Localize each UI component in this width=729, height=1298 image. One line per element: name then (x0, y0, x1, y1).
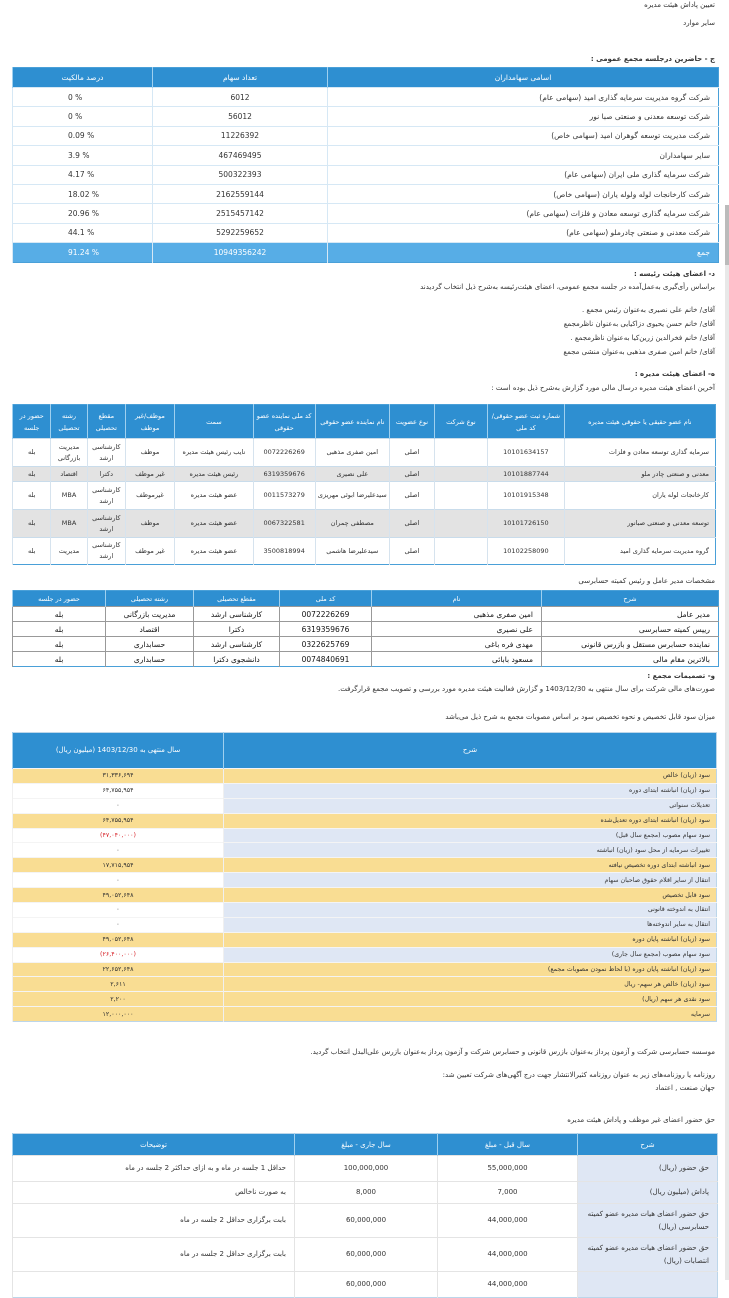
table-row (13, 622, 719, 637)
shares-count: 2515457142 (153, 204, 328, 223)
fee-current: 8,000 (295, 1182, 438, 1204)
profit-description: انتقال از سایر اقلام حقوق صاحبان سهام (224, 873, 717, 888)
fee-prev: 44,000,000 (438, 1204, 578, 1238)
fee-description (578, 1272, 718, 1298)
board-cell-field: مدیریت بازرگانی (51, 439, 87, 467)
profit-allocation-table (12, 732, 717, 1022)
section-d-title: د- اعضای هیئت رئیسه : (633, 270, 715, 278)
board-cell-repid: 3500818994 (253, 538, 315, 565)
table-row (13, 858, 717, 873)
table-row (13, 223, 719, 242)
board-cell-role: نایب رئیس هیئت مدیره (174, 439, 253, 467)
shares-count: 500322393 (153, 165, 328, 184)
board-cell-ctype (434, 439, 487, 467)
profit-value: ۱۲,۰۰۰,۰۰۰ (13, 1007, 224, 1022)
board-cell-attend: بله (13, 439, 51, 467)
board-cell-member: معدنی و صنعتی چادر ملو (564, 467, 715, 482)
table-row (13, 783, 717, 798)
attendance-fee-table (12, 1133, 718, 1298)
mgr-cell-field: حسابداری (106, 637, 194, 652)
board-col-header: سمت (174, 405, 253, 439)
table-row (13, 165, 719, 184)
board-cell-ctype (434, 538, 487, 565)
managers-table (12, 590, 719, 667)
mgr-cell-degree: دانشجوی دکترا (194, 652, 280, 667)
table-row (13, 813, 717, 828)
fee-current: 60,000,000 (295, 1272, 438, 1298)
table-row (13, 962, 717, 977)
board-cell-member: سرمایه گذاری توسعه معادن و فلزات (564, 439, 715, 467)
table-row (13, 828, 717, 843)
board-cell-degree: کارشناسی ارشد (87, 510, 125, 538)
mgr-cell-name: مهدی فره باغی (372, 637, 542, 652)
board-cell-reg: 10102258090 (488, 538, 565, 565)
section-e-title: ه- اعضای هیئت مدیره : (634, 370, 715, 378)
presidium-member: آقای/ خانم حسن یحیوی دزاکیایی به‌عنوان ناظرمجمع (563, 320, 715, 328)
ownership-percent: % 18.02 (13, 184, 153, 203)
table-row (13, 917, 717, 932)
mgr-cell-attend: بله (13, 622, 106, 637)
profit-value: ۲,۲۰۰ (13, 992, 224, 1007)
profit-description: سود نقدی هر سهم (ریال) (224, 992, 717, 1007)
board-cell-ctype (434, 482, 487, 510)
mgr-col-header: مقطع تحصیلی (194, 591, 280, 607)
mgr-cell-id: 0322625769 (280, 637, 372, 652)
table-row (13, 607, 719, 622)
profit-value: ۴۹,۰۵۲,۶۴۸ (13, 932, 224, 947)
board-col-header: شماره ثبت عضو حقوقی/کد ملی (488, 405, 565, 439)
profit-description: سرمایه (224, 1007, 717, 1022)
board-col-header: نام نماینده عضو حقوقی (315, 405, 390, 439)
profit-value: ۲۲,۶۵۲,۶۴۸ (13, 962, 224, 977)
fee-note: به صورت ناخالص (13, 1182, 295, 1204)
mgr-cell-degree: کارشناسی ارشد (194, 637, 280, 652)
board-cell-role: رئیس هیئت مدیره (174, 467, 253, 482)
mgr-cell-desc: رییس کمیته حسابرسی (542, 622, 719, 637)
table-row (13, 126, 719, 145)
presidium-member: آقای/ خانم فخرالدین زرین‌کیا به‌عنوان ناظرمجمع . (570, 334, 715, 342)
profit-description: سود سهام مصوب (مجمع سال جاری) (224, 947, 717, 962)
board-col-header: کد ملی نماینده عضو حقوقی (253, 405, 315, 439)
fee-description: حق حضور (ریال) (578, 1156, 718, 1182)
newspaper-names: جهان صنعت , اعتماد (655, 1084, 715, 1092)
table-row (13, 482, 716, 510)
board-col-header: نوع عضویت (390, 405, 435, 439)
mgr-cell-name: علی نصیری (372, 622, 542, 637)
profit-description: سود سهام مصوب (مجمع سال قبل) (224, 828, 717, 843)
board-cell-rep: سیدعلیرضا هاشمی (315, 538, 390, 565)
profit-value: ۰ (13, 873, 224, 888)
section-mgr-title: مشخصات مدیر عامل و رئیس کمیته حسابرسی (578, 577, 715, 585)
table-row (13, 107, 719, 126)
board-cell-attend: بله (13, 467, 51, 482)
board-cell-role: عضو هیئت مدیره (174, 482, 253, 510)
board-cell-attend: بله (13, 482, 51, 510)
ownership-percent: % 3.9 (13, 146, 153, 165)
mgr-cell-attend: بله (13, 637, 106, 652)
board-cell-ctype (434, 510, 487, 538)
shareholder-name: شرکت مدیریت توسعه گوهران امید (سهامی خاص) (328, 126, 719, 145)
mgr-cell-name: امین صفری مذهبی (372, 607, 542, 622)
ownership-percent: % 20.96 (13, 204, 153, 223)
table-row (13, 510, 716, 538)
mgr-cell-field: اقتصاد (106, 622, 194, 637)
fee-description: حق حضور اعضای هیات مدیره عضو کمیته حسابرسی (ریال) (578, 1204, 718, 1238)
table-row (13, 204, 719, 223)
section-fee-title: حق حضور اعضای غیر موظف و پاداش هیئت مدیره (567, 1116, 715, 1124)
auditor-text: موسسه حسابرسی شرکت و آزمون پرداز به‌عنوان بازرس قانونی و حسابرس شرکت و آزمون پرداز به‌عنوان بازرس علی‌البدل انتخاب گردید. (310, 1048, 715, 1056)
board-cell-reg: 10101887744 (488, 467, 565, 482)
profit-description: سود قابل تخصیص (224, 888, 717, 903)
fee-prev: 7,000 (438, 1182, 578, 1204)
shares-count: 56012 (153, 107, 328, 126)
board-cell-attend: بله (13, 510, 51, 538)
mgr-col-header: کد ملی (280, 591, 372, 607)
board-col-header: موظف/غیر موظف (125, 405, 174, 439)
board-cell-member: کارخانجات لوله یاران (564, 482, 715, 510)
profit-description: انتقال به سایر اندوخته‌ها (224, 917, 717, 932)
total-label: جمع (328, 243, 719, 262)
profit-value: ۲,۶۱۱ (13, 977, 224, 992)
board-col-header: نام عضو حقیقی یا حقوقی هیئت مدیره (564, 405, 715, 439)
shares-count: 5292259652 (153, 223, 328, 242)
col-shareholders: اسامی سهامداران (328, 68, 719, 88)
shareholder-name: شرکت کارخانجات لوله ولوله یاران (سهامی خاص) (328, 184, 719, 203)
profit-description: تعدیلات سنواتی (224, 798, 717, 813)
fee-note: بابت برگزاری حداقل 2 جلسه در ماه (13, 1238, 295, 1272)
mgr-cell-attend: بله (13, 652, 106, 667)
table-row (13, 538, 716, 565)
fee-description: حق حضور اعضای هیات مدیره عضو کمیته انتصابات (ریال) (578, 1238, 718, 1272)
table-row (13, 769, 717, 784)
board-cell-ctype (434, 467, 487, 482)
profit-value: (۲۶,۴۰۰,۰۰۰) (13, 947, 224, 962)
shareholder-name: شرکت سرمایه گذاری ملی ایران (سهامی عام) (328, 165, 719, 184)
section-f-text2: میزان سود قابل تخصیص و نحوه تخصیص سود بر اساس مصوبات مجمع به شرح ذیل می‌باشد (445, 713, 715, 721)
board-cell-repid: 0072226269 (253, 439, 315, 467)
table-row (13, 1007, 717, 1022)
mgr-cell-desc: نماینده حسابرس مستقل و بازرس قانونی (542, 637, 719, 652)
fee-current: 60,000,000 (295, 1238, 438, 1272)
mgr-cell-name: مسعود بابائی (372, 652, 542, 667)
header-line-2: سایر موارد (683, 19, 715, 27)
shareholder-name: شرکت توسعه معدنی و صنعتی صبا نور (328, 107, 719, 126)
mgr-cell-degree: دکترا (194, 622, 280, 637)
board-cell-field: MBA (51, 482, 87, 510)
profit-description: سود (زیان) خالص هر سهم- ریال (224, 977, 717, 992)
board-cell-field: مدیریت (51, 538, 87, 565)
mgr-cell-desc: بالاترین مقام مالی (542, 652, 719, 667)
profit-value: ۱۷,۷۱۵,۹۵۴ (13, 858, 224, 873)
board-cell-mtype: اصلی (390, 467, 435, 482)
profit-description: تغییرات سرمایه از محل سود (زیان) انباشته (224, 843, 717, 858)
mgr-col-header: نام (372, 591, 542, 607)
table-row (13, 146, 719, 165)
ownership-percent: % 44.1 (13, 223, 153, 242)
mgr-cell-id: 6319359676 (280, 622, 372, 637)
newspaper-text: روزنامه یا روزنامه‌های زیر به عنوان روزنامه کثیرالانتشار جهت درج آگهی‌های شرکت تعیین شد: (442, 1071, 715, 1079)
shareholder-name: شرکت سرمایه گذاری توسعه معادن و فلزات (سهامی عام) (328, 204, 719, 223)
col-description: شرح (224, 733, 717, 769)
table-row (13, 1272, 718, 1298)
profit-value: ۴۹,۰۵۲,۶۴۸ (13, 888, 224, 903)
board-cell-reg: 10101915348 (488, 482, 565, 510)
board-cell-degree: کارشناسی ارشد (87, 482, 125, 510)
total-row (13, 243, 719, 262)
table-row (13, 637, 719, 652)
profit-description: سود انباشته ابتدای دوره تخصیص نیافته (224, 858, 717, 873)
fee-prev: 44,000,000 (438, 1238, 578, 1272)
profit-value: ۶۴,۷۵۵,۹۵۴ (13, 813, 224, 828)
fee-current: 100,000,000 (295, 1156, 438, 1182)
board-col-header: رشته تحصیلی (51, 405, 87, 439)
shares-count: 6012 (153, 88, 328, 107)
table-row (13, 184, 719, 203)
fee-prev: 55,000,000 (438, 1156, 578, 1182)
profit-value: (۴۷,۰۴۰,۰۰۰) (13, 828, 224, 843)
board-cell-rep: مصطفی چمران (315, 510, 390, 538)
section-d-intro: براساس رأی‌گیری به‌عمل‌آمده در جلسه مجمع عمومی، اعضای هیئت‌رئیسه به‌شرح ذیل انتخاب گردیدند (420, 283, 715, 291)
scrollbar-thumb[interactable] (725, 205, 729, 265)
board-cell-status: غیرموظف (125, 482, 174, 510)
ownership-percent: % 0 (13, 107, 153, 126)
profit-value: ۶۴,۷۵۵,۹۵۴ (13, 783, 224, 798)
fee-col-header: سال جاری - مبلغ (295, 1134, 438, 1156)
board-cell-repid: 0011573279 (253, 482, 315, 510)
ownership-percent: % 4.17 (13, 165, 153, 184)
shareholder-name: سایر سهامداران (328, 146, 719, 165)
board-cell-degree: کارشناسی ارشد (87, 538, 125, 565)
table-row (13, 1204, 718, 1238)
table-row (13, 843, 717, 858)
board-cell-degree: کارشناسی ارشد (87, 439, 125, 467)
mgr-cell-degree: کارشناسی ارشد (194, 607, 280, 622)
table-row (13, 88, 719, 107)
presidium-member: آقای/ خانم امین صفری مذهبی به‌عنوان منشی مجمع (563, 348, 715, 356)
board-cell-role: عضو هیئت مدیره (174, 538, 253, 565)
total-percent: % 91.24 (13, 243, 153, 262)
table-row (13, 992, 717, 1007)
shares-count: 11226392 (153, 126, 328, 145)
board-cell-role: عضو هیئت مدیره (174, 510, 253, 538)
mgr-col-header: شرح (542, 591, 719, 607)
shares-count: 2162559144 (153, 184, 328, 203)
table-row (13, 467, 716, 482)
scrollbar-track[interactable] (725, 205, 729, 1280)
fee-note (13, 1272, 295, 1298)
table-row (13, 1156, 718, 1182)
shareholder-name: شرکت معدنی و صنعتی چادرملو (سهامی عام) (328, 223, 719, 242)
table-row (13, 652, 719, 667)
profit-description: سود (زیان) انباشته پایان دوره (224, 932, 717, 947)
mgr-cell-id: 0074840691 (280, 652, 372, 667)
board-col-header: حضور در جلسه (13, 405, 51, 439)
profit-description: سود (زیان) انباشته پایان دوره (با لحاظ نمودن مصوبات مجمع) (224, 962, 717, 977)
board-col-header: نوع شرکت (434, 405, 487, 439)
profit-description: سود (زیان) انباشته ابتدای دوره (224, 783, 717, 798)
table-row (13, 932, 717, 947)
fee-note: حداقل 1 جلسه در ماه و به ازای حداکثر 2 جلسه در ماه (13, 1156, 295, 1182)
section-f-title: و- تصمیمات مجمع : (647, 672, 715, 680)
fee-note: بابت برگزاری حداقل 2 جلسه در ماه (13, 1204, 295, 1238)
table-row (13, 977, 717, 992)
mgr-col-header: رشته تحصیلی (106, 591, 194, 607)
profit-description: سود (زیان) انباشته ابتدای دوره تعدیل‌شده (224, 813, 717, 828)
table-row (13, 888, 717, 903)
shareholder-name: شرکت گروه مدیریت سرمایه گذاری امید (سهامی عام) (328, 88, 719, 107)
mgr-col-header: حضور در جلسه (13, 591, 106, 607)
table-row (13, 1238, 718, 1272)
mgr-cell-field: مدیریت بازرگانی (106, 607, 194, 622)
mgr-cell-field: حسابداری (106, 652, 194, 667)
board-cell-reg: 10101634157 (488, 439, 565, 467)
profit-value: ۰ (13, 917, 224, 932)
board-cell-member: توسعه معدنی و صنعتی صبانور (564, 510, 715, 538)
fee-col-header: توضیحات (13, 1134, 295, 1156)
presidium-member: آقای/ خانم علی نصیری به‌عنوان رئیس مجمع . (581, 306, 715, 314)
board-cell-reg: 10101726150 (488, 510, 565, 538)
shareholders-table (12, 67, 719, 263)
total-shares: 10949356242 (153, 243, 328, 262)
shares-count: 467469495 (153, 146, 328, 165)
header-line-1: تعیین پاداش هیئت مدیره (644, 1, 715, 9)
mgr-cell-attend: بله (13, 607, 106, 622)
table-row (13, 798, 717, 813)
fee-prev: 44,000,000 (438, 1272, 578, 1298)
profit-description: سود (زیان) خالص (224, 769, 717, 784)
board-cell-status: غیر موظف (125, 467, 174, 482)
board-cell-status: موظف (125, 510, 174, 538)
fee-col-header: شرح (578, 1134, 718, 1156)
profit-value: ۰ (13, 903, 224, 918)
board-cell-field: اقتصاد (51, 467, 87, 482)
ownership-percent: % 0 (13, 88, 153, 107)
section-e-intro: آخرین اعضای هیئت مدیره درسال مالی مورد گزارش به‌شرح ذیل بوده است : (491, 384, 715, 392)
fee-current: 60,000,000 (295, 1204, 438, 1238)
table-row (13, 903, 717, 918)
profit-description: انتقال به اندوخته قانونی (224, 903, 717, 918)
board-col-header: مقطع تحصیلی (87, 405, 125, 439)
board-cell-status: غیر موظف (125, 538, 174, 565)
fee-description: پاداش (میلیون ریال) (578, 1182, 718, 1204)
board-cell-field: MBA (51, 510, 87, 538)
col-ownership: درصد مالکیت (13, 68, 153, 88)
board-cell-rep: سیدعلیرضا ابوئی مهریزی (315, 482, 390, 510)
profit-value: ۳۱,۳۳۶,۶۹۴ (13, 769, 224, 784)
section-f-text1: صورت‌های مالی شرکت برای سال منتهی به 1403/12/30 و گزارش فعالیت هیئت مدیره مورد بررسی و تصویب مجمع قرارگرفت. (337, 685, 715, 693)
board-cell-mtype: اصلی (390, 538, 435, 565)
board-cell-repid: 6319359676 (253, 467, 315, 482)
table-row (13, 1182, 718, 1204)
profit-value: ۰ (13, 843, 224, 858)
mgr-cell-id: 0072226269 (280, 607, 372, 622)
col-year: سال منتهی به 1403/12/30 (میلیون ریال) (13, 733, 224, 769)
board-cell-repid: 0067322581 (253, 510, 315, 538)
fee-col-header: سال قبل - مبلغ (438, 1134, 578, 1156)
board-cell-mtype: اصلی (390, 439, 435, 467)
mgr-cell-desc: مدیر عامل (542, 607, 719, 622)
section-c-title: ج - حاضرین درجلسه مجمع عمومی : (590, 55, 715, 63)
board-cell-mtype: اصلی (390, 482, 435, 510)
ownership-percent: % 0.09 (13, 126, 153, 145)
board-cell-status: موظف (125, 439, 174, 467)
board-cell-rep: امین صفری مذهبی (315, 439, 390, 467)
board-cell-attend: بله (13, 538, 51, 565)
table-row (13, 439, 716, 467)
table-row (13, 873, 717, 888)
col-shares: تعداد سهام (153, 68, 328, 88)
profit-value: ۰ (13, 798, 224, 813)
board-cell-degree: دکترا (87, 467, 125, 482)
board-cell-member: گروه مدیریت سرمایه گذاری امید (564, 538, 715, 565)
table-row (13, 947, 717, 962)
board-cell-rep: علی نصیری (315, 467, 390, 482)
board-cell-mtype: اصلی (390, 510, 435, 538)
board-table (12, 404, 716, 565)
